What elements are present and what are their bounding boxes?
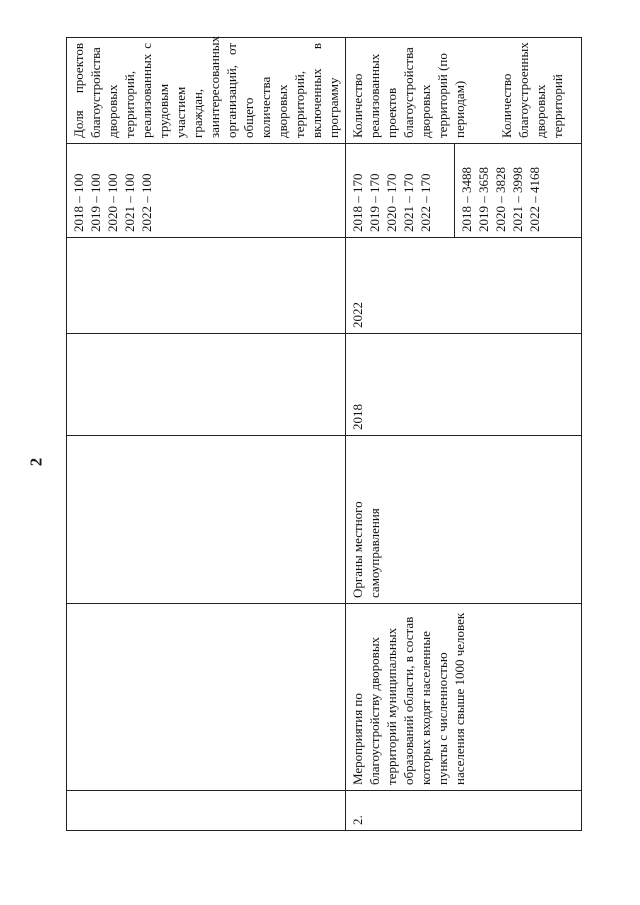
cell-end-year: 2022 bbox=[346, 238, 582, 334]
indicator-b: Количество благоустроенных дворовых территорий bbox=[499, 42, 565, 138]
measures-table-rotated bbox=[66, 35, 565, 831]
table-row-measure-2 bbox=[346, 38, 582, 831]
cell-values-top bbox=[67, 144, 346, 238]
value-line: 2020 – 170 bbox=[384, 173, 399, 232]
indicator-a: Количество реализованных проектов благоустройства дворовых территорий (по периодам) bbox=[350, 47, 467, 138]
value-line: 2021 – 3998 bbox=[510, 167, 525, 232]
value-line: 2019 – 170 bbox=[367, 173, 382, 232]
value-line: 2021 – 170 bbox=[401, 173, 416, 232]
cell-measure: Мероприятия по благоустройству дворовых территорий муниципальных образований области, в состав которых входят населенные пункты с численностью населения свыше 1000 человек bbox=[346, 604, 582, 791]
cell-indicator-top: Доля проектов благоустройства дворовых территорий, реализованных с трудовым участием граждан, заинтересованных организаций, от общего количества дворовых территорий, включенных в программу bbox=[67, 38, 346, 144]
measures-table bbox=[66, 37, 582, 831]
value-line: 2019 – 100 bbox=[88, 173, 103, 232]
cell-executor-empty bbox=[67, 436, 346, 604]
table-row-continued bbox=[67, 38, 346, 831]
cell-number-empty bbox=[67, 791, 346, 831]
cell-measure-empty bbox=[67, 604, 346, 791]
value-line: 2022 – 100 bbox=[139, 173, 154, 232]
value-line: 2018 – 3488 bbox=[459, 167, 474, 232]
cell-start-year: 2018 bbox=[346, 334, 582, 436]
value-line: 2021 – 100 bbox=[122, 173, 137, 232]
values-group-a bbox=[349, 149, 434, 232]
value-line: 2018 – 100 bbox=[71, 173, 86, 232]
value-line: 2022 – 4168 bbox=[527, 167, 542, 232]
value-line: 2022 – 170 bbox=[418, 173, 433, 232]
cell-values-main bbox=[346, 144, 582, 238]
value-line: 2019 – 3658 bbox=[476, 167, 491, 232]
cell-start-empty bbox=[67, 334, 346, 436]
cell-executor: Органы местного самоуправления bbox=[346, 436, 582, 604]
cell-number: 2. bbox=[346, 791, 582, 831]
cell-indicator-main bbox=[346, 38, 582, 144]
cell-divider bbox=[454, 144, 455, 237]
value-line: 2020 – 100 bbox=[105, 173, 120, 232]
value-line: 2018 – 170 bbox=[350, 173, 365, 232]
page-number: 2 bbox=[26, 457, 46, 467]
value-line: 2020 – 3828 bbox=[493, 167, 508, 232]
cell-end-empty bbox=[67, 238, 346, 334]
values-group-b bbox=[458, 149, 543, 232]
